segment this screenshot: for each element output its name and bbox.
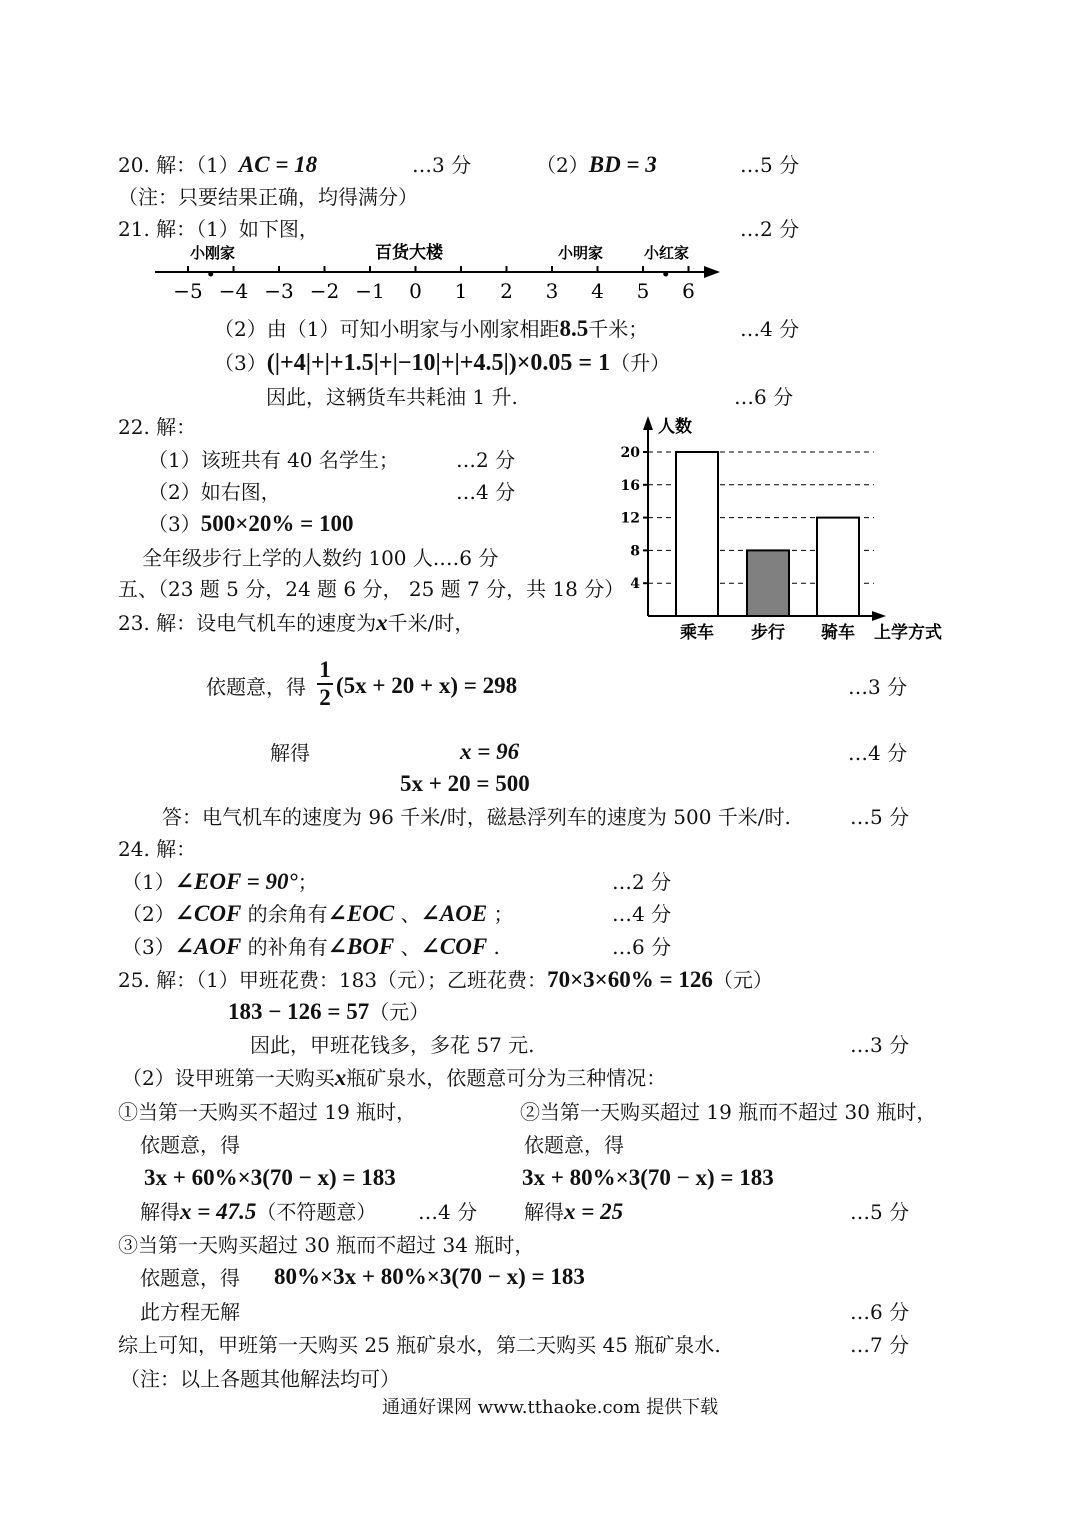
q23-line <box>118 610 474 636</box>
y-axis-arrow-icon <box>643 416 653 430</box>
footer-credit: 通通好课网 www.tthaoke.com 提供下载 <box>382 1397 719 1418</box>
q25-conclusion: 综上可知，甲班第一天购买 25 瓶矿泉水，第二天购买 45 瓶矿泉水. <box>118 1333 721 1357</box>
number-line-tick-label: −1 <box>355 279 385 303</box>
q22-conclusion-text: 全年级步行上学的人数约 100 人. <box>142 546 440 570</box>
q20-line <box>118 152 317 178</box>
q21-distance: 8.5 <box>559 316 589 341</box>
q23-score-1: …3 分 <box>848 675 908 699</box>
y-tick-label: 4 <box>630 576 640 593</box>
q25-line-2 <box>228 999 429 1025</box>
q24-part2-sep: 、 <box>394 902 421 926</box>
q21-conclusion: 因此，这辆货车共耗油 1 升. <box>266 385 518 409</box>
q21-score-3: …6 分 <box>734 385 794 409</box>
number-line-tick-label: 1 <box>454 279 468 303</box>
number-line-tick-label: 2 <box>500 279 513 303</box>
q24-part3-label: （3） <box>122 935 175 959</box>
q20-part2-label: （2） <box>536 153 589 177</box>
fraction-numerator: 1 <box>319 657 331 682</box>
q22-score-2: …4 分 <box>456 480 516 504</box>
q21-line: 21. 解：（1）如下图， <box>118 217 319 241</box>
label-baihuo: 百货大楼 <box>375 243 443 263</box>
bar-乘车 <box>676 452 718 616</box>
q24-part1-end: ； <box>297 870 318 894</box>
q24-angle-bof: ∠BOF <box>327 934 395 959</box>
q23-solution-2: 5x + 20 = 500 <box>400 771 530 796</box>
q25-text-1: 25. 解：（1）甲班花费：183（元）；乙班花费： <box>118 968 548 992</box>
q24-angle-eof: ∠EOF = 90° <box>174 869 298 894</box>
number-line-tick-label: 6 <box>682 279 695 303</box>
q21-part3 <box>214 350 670 376</box>
q24-part3-sep: 、 <box>394 935 421 959</box>
q24-score-2: …4 分 <box>612 902 672 926</box>
q24-angle-eoc: ∠EOC <box>327 901 395 926</box>
q20-label: 20. 解：（1） <box>118 153 239 177</box>
q24-part3 <box>122 934 500 960</box>
number-line-tick-label: −5 <box>173 279 203 303</box>
q25-case-1-yiti: 依题意，得 <box>140 1133 240 1157</box>
q25-case-2: ②当第一天购买超过 19 瓶而不超过 30 瓶时， <box>520 1100 937 1124</box>
q21-part2-text: （2）由（1）可知小明家与小刚家相距 <box>214 317 560 341</box>
q23-text-2: 千米/时， <box>387 611 475 635</box>
q24-angle-cof: ∠COF <box>174 901 242 926</box>
q22-part3 <box>148 511 353 537</box>
q24-score-3: …6 分 <box>612 935 672 959</box>
q23-score-3: …5 分 <box>850 805 910 829</box>
q24-part3-text: 的补角有 <box>241 935 328 959</box>
q20-score-1: …3 分 <box>412 153 472 177</box>
x-category-label: 乘车 <box>680 623 714 643</box>
q21-part3-label: （3） <box>214 351 267 375</box>
label-xiaohong: 小红家 <box>644 244 690 262</box>
q25-score-4: …6 分 <box>850 1300 910 1324</box>
q25-case-3-yiti: 依题意，得 <box>140 1266 240 1290</box>
q24-angle-cof-2: ∠COF <box>420 934 488 959</box>
number-line-tick-label: 4 <box>591 279 604 303</box>
label-xiaogang: 小刚家 <box>190 244 236 262</box>
q25-formula-1: 70×3×60% = 126 <box>547 967 713 992</box>
number-line-tick-label: −2 <box>309 279 340 303</box>
q23-answer: 答：电气机车的速度为 96 千米/时，磁悬浮列车的速度为 500 千米/时. <box>162 805 791 829</box>
q24-angle-aof: ∠AOF <box>174 934 242 959</box>
q21-part3-formula: (|+4|+|+1.5|+|−10|+|+4.5|)×0.05 = 1 <box>266 350 611 376</box>
q25-case-2-equation: 3x + 80%×3(70 − x) = 183 <box>522 1165 774 1190</box>
q24-part1 <box>122 869 318 895</box>
q22-conclusion <box>142 545 498 571</box>
q21-part2 <box>214 316 648 342</box>
q24-angle-aoe: ∠AOE <box>420 901 488 926</box>
q25-unit-1: （元） <box>712 968 773 992</box>
label-xiaoming: 小明家 <box>558 244 604 262</box>
q25-case-1-value: x = 47.5 <box>180 1199 257 1224</box>
q24-part3-end: . <box>487 935 500 959</box>
q25-line-3: 因此，甲班花钱多，多花 57 元. <box>250 1033 535 1057</box>
q23-fraction <box>316 657 334 711</box>
q25-case-2-value: x = 25 <box>564 1199 624 1224</box>
q25-score-3: …5 分 <box>850 1200 910 1224</box>
q21-part3-unit: （升） <box>610 351 671 375</box>
q25-case-3-equation: 80%×3x + 80%×3(70 − x) = 183 <box>274 1264 585 1289</box>
number-line-arrow-icon <box>704 266 720 278</box>
q20-answer-1: AC = 18 <box>238 152 318 177</box>
q21-score-1: …2 分 <box>740 217 800 241</box>
q25-case-1-equation: 3x + 60%×3(70 − x) = 183 <box>144 1165 396 1190</box>
q25-score-1: …3 分 <box>850 1033 910 1057</box>
number-line-tick-label: 3 <box>545 279 559 303</box>
q24-part2-label: （2） <box>122 902 175 926</box>
q25-score-2: …4 分 <box>418 1200 478 1224</box>
q25-case-3: ③当第一天购买超过 30 瓶而不超过 34 瓶时， <box>118 1233 535 1257</box>
q25-part2-text-2: 瓶矿泉水，依题意可分为三种情况： <box>346 1066 667 1090</box>
bar-骑车 <box>817 518 859 616</box>
q22-score-1: …2 分 <box>456 448 516 472</box>
y-tick-label: 12 <box>620 510 640 527</box>
number-line-point <box>208 272 213 277</box>
q20-part2 <box>536 152 657 178</box>
q25-line-1 <box>118 967 773 993</box>
q24-score-1: …2 分 <box>612 870 672 894</box>
y-axis-label: 人数 <box>658 417 692 437</box>
y-tick-label: 20 <box>620 445 640 461</box>
x-category-label: 骑车 <box>821 623 855 643</box>
number-line-tick-label: −3 <box>264 279 294 303</box>
q23-equation-label: 依题意，得 <box>206 675 306 699</box>
q23-text-1: 23. 解：设电气机车的速度为 <box>118 611 377 635</box>
x-axis-arrow-icon <box>872 611 886 621</box>
number-line-tick-label: 0 <box>409 279 422 303</box>
q24-part2 <box>122 901 514 927</box>
q24-line: 24. 解： <box>118 837 197 861</box>
q25-part2 <box>122 1065 666 1091</box>
q20-score-2: …5 分 <box>740 153 800 177</box>
q22-part3-formula: 500×20% = 100 <box>200 511 354 536</box>
q25-unit-2: （元） <box>369 1000 430 1024</box>
q21-score-2: …4 分 <box>740 317 800 341</box>
q25-formula-2: 183 − 126 = 57 <box>228 999 370 1024</box>
q24-part1-label: （1） <box>122 870 175 894</box>
y-tick-label: 16 <box>620 477 640 494</box>
end-note: （注：以上各题其他解法均可） <box>120 1367 400 1391</box>
number-line-point <box>663 272 668 277</box>
q22-line: 22. 解： <box>118 415 197 439</box>
q23-score-2: …4 分 <box>848 741 908 765</box>
q25-case-2-yiti: 依题意，得 <box>524 1133 624 1157</box>
number-line <box>150 236 730 306</box>
q25-case-1-jiede: 解得 <box>140 1200 180 1224</box>
number-line-tick-label: 5 <box>636 279 650 303</box>
q25-part2-variable: x <box>334 1065 347 1090</box>
x-category-label: 步行 <box>751 623 785 643</box>
q21-unit: 千米； <box>588 317 649 341</box>
fraction-denominator: 2 <box>319 685 331 710</box>
q23-solution-1: x = 96 <box>460 739 520 764</box>
q23-equation: (5x + 20 + x) = 298 <box>336 673 518 698</box>
q25-case-2-solution <box>524 1199 623 1225</box>
q25-case-3-nosolution: 此方程无解 <box>140 1300 240 1324</box>
bar-chart <box>612 410 962 650</box>
q22-part3-label: （3） <box>148 512 201 536</box>
q22-part2: （2）如右图， <box>148 480 281 504</box>
section-5-header: 五、（23 题 5 分，24 题 6 分， 25 题 7 分，共 18 分） <box>118 577 625 601</box>
q25-score-5: …7 分 <box>850 1333 910 1357</box>
y-tick-label: 8 <box>630 543 640 560</box>
q22-part1: （1）该班共有 40 名学生； <box>148 448 399 472</box>
q23-variable: x <box>376 610 388 635</box>
q22-score-3: …6 分 <box>439 546 499 570</box>
q25-case-1-solution <box>140 1199 376 1225</box>
q23-solve-label: 解得 <box>270 741 310 765</box>
q25-case-1: ①当第一天购买不超过 19 瓶时， <box>118 1100 417 1124</box>
number-line-tick-label: −4 <box>218 279 249 303</box>
q25-part2-text-1: （2）设甲班第一天购买 <box>122 1066 335 1090</box>
q20-note: （注：只要结果正确，均得满分） <box>118 185 418 209</box>
q24-part2-end: ； <box>487 902 514 926</box>
q25-case-2-jiede: 解得 <box>524 1200 564 1224</box>
q25-case-1-note: （不符题意） <box>256 1200 377 1224</box>
x-axis-label: 上学方式 <box>874 623 942 643</box>
q20-answer-2: BD = 3 <box>588 152 657 177</box>
q24-part2-text: 的余角有 <box>241 902 328 926</box>
bar-步行 <box>747 550 789 616</box>
